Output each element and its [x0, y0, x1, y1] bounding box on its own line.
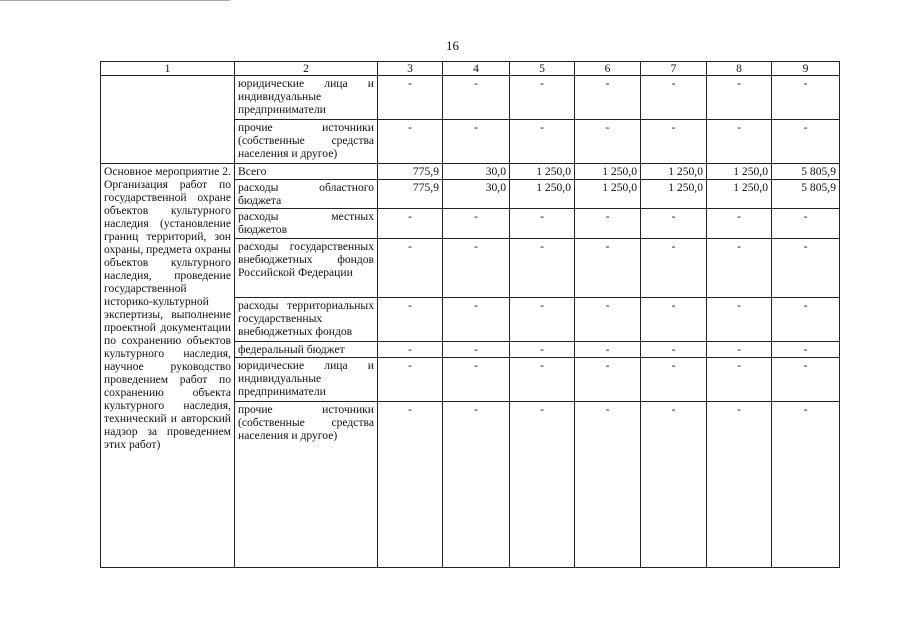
- row-label: прочие источники (собственные средства населения и другое): [235, 402, 378, 568]
- value-cell: 30,0: [443, 180, 510, 209]
- value-cell: -: [443, 239, 510, 298]
- value-cell: -: [772, 298, 840, 342]
- value-cell: 5 805,9: [772, 164, 840, 180]
- value-cell: 1 250,0: [641, 164, 707, 180]
- value-cell: 5 805,9: [772, 180, 840, 209]
- value-cell: -: [641, 209, 707, 239]
- empty-first-col-cell: [101, 76, 235, 164]
- value-cell: -: [707, 120, 772, 164]
- value-cell: -: [575, 120, 641, 164]
- value-cell: -: [510, 358, 575, 402]
- event-title: Основное мероприятие 2. Организация работ по государственной охране объектов культурного наследия (установление границ территорий, зон охраны, предмета охраны объектов культурного наследия, проведение государственной историко-культурной экспертизы, выполнение проектной документации по сохранению объектов культурного наследия, научное руководство проведением работ по сохранению объекта культурного наследия, технический и авторский надзор за проведением этих работ): [101, 164, 235, 568]
- row-label: расходы государственных внебюджетных фондов Российской Федерации: [235, 239, 378, 298]
- value-cell: -: [575, 358, 641, 402]
- value-cell: -: [707, 209, 772, 239]
- value-cell: -: [707, 298, 772, 342]
- value-cell: -: [575, 298, 641, 342]
- value-cell: -: [641, 120, 707, 164]
- value-cell: -: [378, 76, 443, 120]
- row-label: юридические лица и индивидуальные предприниматели: [235, 76, 378, 120]
- value-cell: -: [641, 298, 707, 342]
- value-cell: -: [443, 402, 510, 568]
- value-cell: -: [378, 342, 443, 358]
- value-cell: -: [378, 120, 443, 164]
- value-cell: 1 250,0: [707, 180, 772, 209]
- value-cell: -: [510, 298, 575, 342]
- header-cell: 2: [235, 62, 378, 76]
- header-cell: 4: [443, 62, 510, 76]
- value-cell: 775,9: [378, 180, 443, 209]
- value-cell: -: [510, 342, 575, 358]
- header-cell: 8: [707, 62, 772, 76]
- value-cell: -: [510, 120, 575, 164]
- value-cell: -: [443, 358, 510, 402]
- page-number: 16: [446, 38, 459, 53]
- row-label: юридические лица и индивидуальные предприниматели: [235, 358, 378, 402]
- header-cell: 9: [772, 62, 840, 76]
- value-cell: -: [510, 209, 575, 239]
- value-cell: -: [378, 358, 443, 402]
- row-label: расходы областного бюджета: [235, 180, 378, 209]
- value-cell: -: [443, 120, 510, 164]
- value-cell: -: [510, 402, 575, 568]
- header-cell: 3: [378, 62, 443, 76]
- value-cell: 1 250,0: [510, 180, 575, 209]
- value-cell: 30,0: [443, 164, 510, 180]
- value-cell: -: [575, 209, 641, 239]
- value-cell: -: [641, 239, 707, 298]
- value-cell: -: [378, 239, 443, 298]
- value-cell: -: [707, 76, 772, 120]
- scan-edge-mark: [0, 0, 230, 3]
- value-cell: 1 250,0: [575, 180, 641, 209]
- value-cell: -: [443, 298, 510, 342]
- value-cell: -: [641, 342, 707, 358]
- value-cell: -: [378, 298, 443, 342]
- value-cell: -: [575, 76, 641, 120]
- value-cell: -: [575, 342, 641, 358]
- budget-table: [100, 61, 840, 568]
- value-cell: 1 250,0: [575, 164, 641, 180]
- value-cell: -: [443, 209, 510, 239]
- value-cell: -: [641, 358, 707, 402]
- header-cell: 6: [575, 62, 641, 76]
- value-cell: -: [378, 402, 443, 568]
- value-cell: 1 250,0: [510, 164, 575, 180]
- table-row: [101, 164, 840, 180]
- value-cell: -: [641, 76, 707, 120]
- row-label: расходы местных бюджетов: [235, 209, 378, 239]
- value-cell: 1 250,0: [641, 180, 707, 209]
- value-cell: -: [772, 402, 840, 568]
- value-cell: -: [510, 239, 575, 298]
- value-cell: -: [772, 209, 840, 239]
- row-label: Всего: [235, 164, 378, 180]
- header-cell: 5: [510, 62, 575, 76]
- value-cell: -: [575, 239, 641, 298]
- value-cell: -: [707, 239, 772, 298]
- value-cell: -: [772, 239, 840, 298]
- table-header-row: [101, 62, 840, 76]
- value-cell: -: [575, 402, 641, 568]
- value-cell: -: [443, 342, 510, 358]
- row-label: расходы территориальных государственных внебюджетных фондов: [235, 298, 378, 342]
- table-row: [101, 76, 840, 120]
- value-cell: -: [772, 120, 840, 164]
- row-label: федеральный бюджет: [235, 342, 378, 358]
- value-cell: 1 250,0: [707, 164, 772, 180]
- header-cell: 7: [641, 62, 707, 76]
- value-cell: -: [641, 402, 707, 568]
- row-label: прочие источники (собственные средства населения и другое): [235, 120, 378, 164]
- value-cell: -: [707, 358, 772, 402]
- value-cell: -: [707, 342, 772, 358]
- value-cell: 775,9: [378, 164, 443, 180]
- value-cell: -: [707, 402, 772, 568]
- value-cell: -: [772, 342, 840, 358]
- value-cell: -: [772, 76, 840, 120]
- header-cell: 1: [101, 62, 235, 76]
- value-cell: -: [772, 358, 840, 402]
- value-cell: -: [378, 209, 443, 239]
- value-cell: -: [443, 76, 510, 120]
- value-cell: -: [510, 76, 575, 120]
